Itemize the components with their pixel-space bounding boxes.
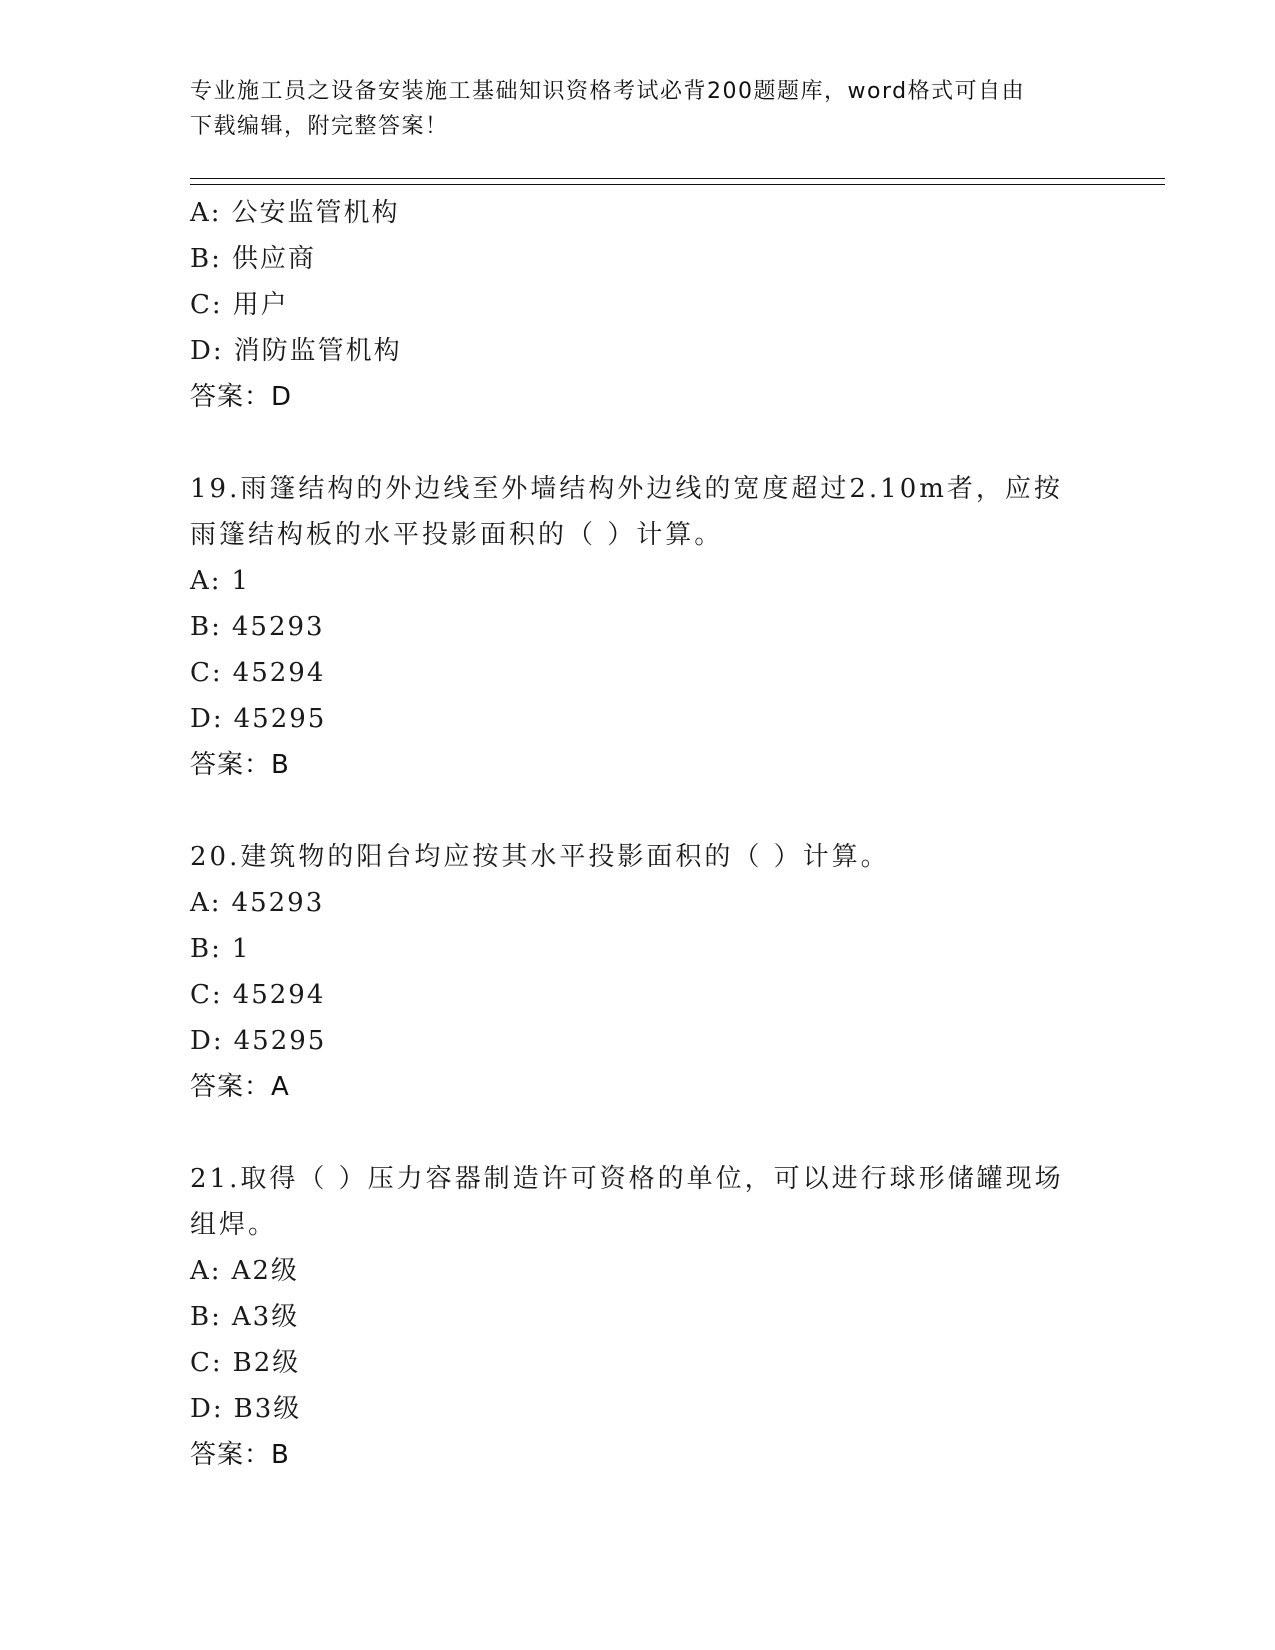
option-a: A: A2级 xyxy=(190,1256,299,1286)
option-c: C: 用户 xyxy=(190,290,289,320)
question-text: 19.雨篷结构的外边线至外墙结构外边线的宽度超过2.10m者，应按雨篷结构板的水平投影面积的（ ）计算。 xyxy=(190,474,1063,550)
option-d: D: B3级 xyxy=(190,1394,302,1424)
option-a: A: 公安监管机构 xyxy=(190,198,400,228)
header-divider-bottom xyxy=(190,184,1165,185)
header-title-line-1: 专业施工员之设备安装施工基础知识资格考试必背200题题库，word格式可自由 xyxy=(190,79,1026,104)
question-block-19 xyxy=(190,466,1090,788)
option-c: C: 45294 xyxy=(190,980,326,1010)
spacer xyxy=(190,1110,1090,1156)
answer: 答案：B xyxy=(190,750,290,780)
option-b: B: 1 xyxy=(190,934,251,964)
header-title-line-2: 下载编辑，附完整答案！ xyxy=(190,114,449,139)
option-c: C: B2级 xyxy=(190,1348,301,1378)
document-header xyxy=(190,74,1090,144)
question-block-18 xyxy=(190,190,1090,420)
option-a: A: 1 xyxy=(190,566,251,596)
option-d: D: 45295 xyxy=(190,1026,327,1056)
header-divider-top xyxy=(190,178,1165,179)
spacer xyxy=(190,420,1090,466)
answer: 答案：D xyxy=(190,382,293,412)
option-c: C: 45294 xyxy=(190,658,326,688)
answer: 答案：B xyxy=(190,1440,290,1470)
question-block-20 xyxy=(190,834,1090,1110)
option-b: B: 供应商 xyxy=(190,244,316,274)
question-block-21 xyxy=(190,1156,1090,1478)
question-text: 21.取得（ ）压力容器制造许可资格的单位，可以进行球形储罐现场组焊。 xyxy=(190,1164,1064,1240)
question-text: 20.建筑物的阳台均应按其水平投影面积的（ ）计算。 xyxy=(190,842,890,872)
option-b: B: A3级 xyxy=(190,1302,300,1332)
option-b: B: 45293 xyxy=(190,612,325,642)
option-a: A: 45293 xyxy=(190,888,325,918)
question-list xyxy=(190,190,1090,1478)
option-d: D: 45295 xyxy=(190,704,327,734)
answer: 答案：A xyxy=(190,1072,290,1102)
option-d: D: 消防监管机构 xyxy=(190,336,402,366)
spacer xyxy=(190,788,1090,834)
